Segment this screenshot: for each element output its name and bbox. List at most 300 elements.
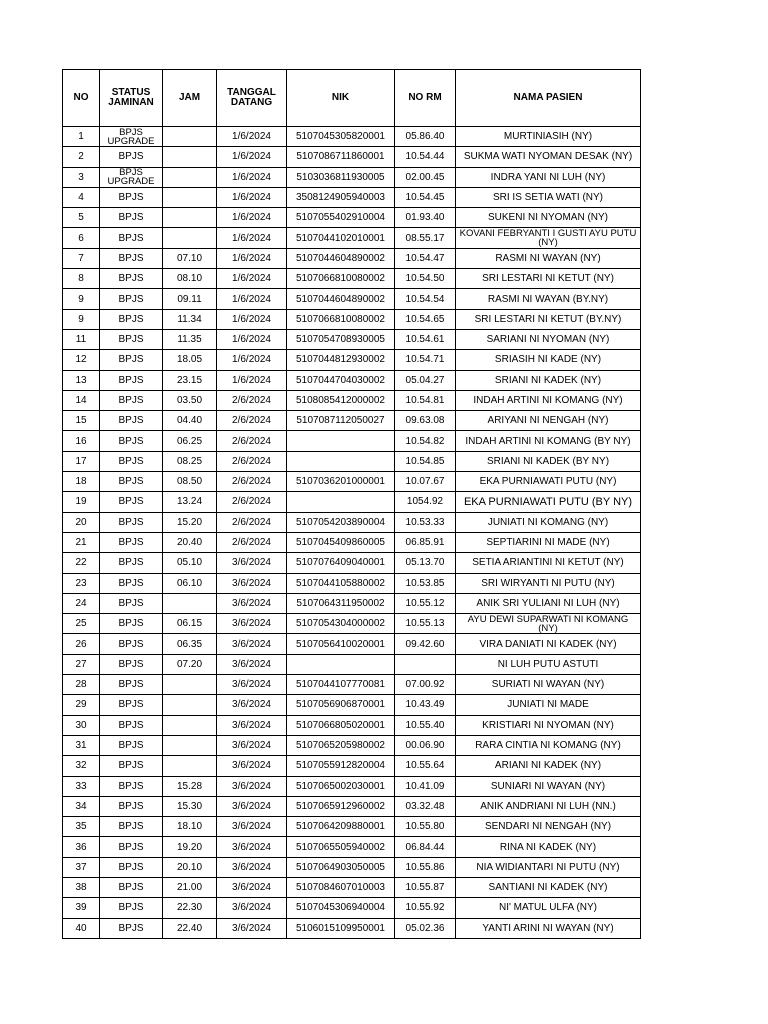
cell-no: 20 — [63, 512, 100, 532]
cell-tanggal-datang: 2/6/2024 — [217, 472, 287, 492]
table-row — [63, 472, 641, 492]
cell-nama-pasien: SUKMA WATI NYOMAN DESAK (NY) — [456, 147, 641, 167]
cell-status-jaminan: BPJS — [100, 228, 163, 248]
cell-status-jaminan: BPJS — [100, 695, 163, 715]
header-jam: JAM — [163, 70, 217, 127]
cell-nama-pasien: JUNIATI NI MADE — [456, 695, 641, 715]
cell-tanggal-datang: 1/6/2024 — [217, 127, 287, 147]
cell-tanggal-datang: 3/6/2024 — [217, 735, 287, 755]
table-row — [63, 532, 641, 552]
cell-status-jaminan: BPJS — [100, 715, 163, 735]
cell-status-jaminan: BPJS — [100, 675, 163, 695]
cell-nama-pasien: INDAH ARTINI NI KOMANG (NY) — [456, 390, 641, 410]
cell-jam — [163, 228, 217, 248]
cell-tanggal-datang: 3/6/2024 — [217, 776, 287, 796]
cell-tanggal-datang: 3/6/2024 — [217, 837, 287, 857]
table-row — [63, 553, 641, 573]
cell-status-jaminan: BPJS UPGRADE — [100, 127, 163, 147]
cell-nik — [287, 654, 395, 674]
cell-jam — [163, 695, 217, 715]
cell-status-jaminan: BPJS — [100, 573, 163, 593]
cell-no-rm: 10.55.12 — [395, 593, 456, 613]
cell-nik: 5107045306940004 — [287, 898, 395, 918]
cell-tanggal-datang: 2/6/2024 — [217, 512, 287, 532]
table-row — [63, 208, 641, 228]
cell-nama-pasien: YANTI ARINI NI WAYAN (NY) — [456, 918, 641, 938]
cell-no: 2 — [63, 147, 100, 167]
cell-nik — [287, 492, 395, 512]
cell-no: 31 — [63, 735, 100, 755]
cell-no-rm: 10.41.09 — [395, 776, 456, 796]
table-row — [63, 817, 641, 837]
cell-status-jaminan: BPJS — [100, 776, 163, 796]
cell-no-rm: 03.32.48 — [395, 796, 456, 816]
cell-jam: 15.28 — [163, 776, 217, 796]
cell-no: 23 — [63, 573, 100, 593]
cell-nama-pasien: NIA WIDIANTARI NI PUTU (NY) — [456, 857, 641, 877]
cell-nik: 5107064209880001 — [287, 817, 395, 837]
cell-no: 13 — [63, 370, 100, 390]
table-body — [63, 127, 641, 939]
header-nik: NIK — [287, 70, 395, 127]
cell-no-rm: 10.54.54 — [395, 289, 456, 309]
cell-no: 17 — [63, 451, 100, 471]
table-row — [63, 411, 641, 431]
cell-jam: 08.25 — [163, 451, 217, 471]
cell-tanggal-datang: 2/6/2024 — [217, 451, 287, 471]
cell-nik: 5107087112050027 — [287, 411, 395, 431]
cell-nik: 5107065205980002 — [287, 735, 395, 755]
cell-nama-pasien: SRI LESTARI NI KETUT (NY) — [456, 269, 641, 289]
cell-tanggal-datang: 3/6/2024 — [217, 857, 287, 877]
header-no-rm: NO RM — [395, 70, 456, 127]
cell-no: 6 — [63, 228, 100, 248]
cell-status-jaminan: BPJS — [100, 898, 163, 918]
cell-nik — [287, 451, 395, 471]
table-row — [63, 695, 641, 715]
cell-nik: 5107044704030002 — [287, 370, 395, 390]
cell-no-rm: 05.13.70 — [395, 553, 456, 573]
cell-tanggal-datang: 1/6/2024 — [217, 228, 287, 248]
cell-jam: 22.40 — [163, 918, 217, 938]
cell-status-jaminan: BPJS — [100, 431, 163, 451]
cell-jam — [163, 187, 217, 207]
cell-tanggal-datang: 1/6/2024 — [217, 289, 287, 309]
cell-no-rm: 10.54.45 — [395, 187, 456, 207]
cell-nik: 5107056906870001 — [287, 695, 395, 715]
cell-nik: 5107054708930005 — [287, 329, 395, 349]
cell-nik: 5107045409860005 — [287, 532, 395, 552]
cell-tanggal-datang: 1/6/2024 — [217, 350, 287, 370]
table-row — [63, 756, 641, 776]
table-row — [63, 735, 641, 755]
cell-nama-pasien: RASMI NI WAYAN (BY.NY) — [456, 289, 641, 309]
cell-no-rm: 10.54.82 — [395, 431, 456, 451]
table-row — [63, 675, 641, 695]
cell-nama-pasien: ANIK ANDRIANI NI LUH (NN.) — [456, 796, 641, 816]
cell-jam: 11.34 — [163, 309, 217, 329]
cell-status-jaminan: BPJS — [100, 472, 163, 492]
cell-nik: 5107044107770081 — [287, 675, 395, 695]
cell-no: 26 — [63, 634, 100, 654]
cell-nik: 5107066810080002 — [287, 269, 395, 289]
cell-nik: 3508124905940003 — [287, 187, 395, 207]
cell-no: 11 — [63, 329, 100, 349]
cell-no: 36 — [63, 837, 100, 857]
cell-tanggal-datang: 1/6/2024 — [217, 167, 287, 187]
table-row — [63, 309, 641, 329]
cell-tanggal-datang: 2/6/2024 — [217, 431, 287, 451]
cell-tanggal-datang: 3/6/2024 — [217, 614, 287, 634]
cell-tanggal-datang: 1/6/2024 — [217, 269, 287, 289]
table-row — [63, 390, 641, 410]
cell-no-rm: 10.54.65 — [395, 309, 456, 329]
cell-status-jaminan: BPJS — [100, 837, 163, 857]
cell-nama-pasien: AYU DEWI SUPARWATI NI KOMANG (NY) — [456, 614, 641, 634]
cell-no-rm: 10.53.33 — [395, 512, 456, 532]
cell-jam — [163, 127, 217, 147]
cell-nama-pasien: SRIASIH NI KADE (NY) — [456, 350, 641, 370]
cell-status-jaminan: BPJS — [100, 553, 163, 573]
cell-no-rm: 05.02.36 — [395, 918, 456, 938]
cell-tanggal-datang: 2/6/2024 — [217, 532, 287, 552]
cell-jam: 05.10 — [163, 553, 217, 573]
cell-jam — [163, 147, 217, 167]
patient-table — [62, 69, 641, 939]
table-row — [63, 187, 641, 207]
cell-tanggal-datang: 2/6/2024 — [217, 390, 287, 410]
cell-jam: 06.35 — [163, 634, 217, 654]
cell-jam — [163, 735, 217, 755]
cell-jam: 15.30 — [163, 796, 217, 816]
cell-status-jaminan: BPJS — [100, 248, 163, 268]
cell-no-rm: 10.55.40 — [395, 715, 456, 735]
cell-nama-pasien: SRIANI NI KADEK (BY NY) — [456, 451, 641, 471]
cell-nama-pasien: ARIYANI NI NENGAH (NY) — [456, 411, 641, 431]
cell-no-rm: 00.06.90 — [395, 735, 456, 755]
cell-status-jaminan: BPJS UPGRADE — [100, 167, 163, 187]
cell-no-rm: 10.54.44 — [395, 147, 456, 167]
table-row — [63, 796, 641, 816]
cell-nik: 5107036201000001 — [287, 472, 395, 492]
cell-status-jaminan: BPJS — [100, 614, 163, 634]
cell-nama-pasien: JUNIATI NI KOMANG (NY) — [456, 512, 641, 532]
cell-no-rm: 07.00.92 — [395, 675, 456, 695]
cell-status-jaminan: BPJS — [100, 492, 163, 512]
cell-tanggal-datang: 1/6/2024 — [217, 248, 287, 268]
cell-tanggal-datang: 3/6/2024 — [217, 553, 287, 573]
cell-jam: 22.30 — [163, 898, 217, 918]
table-row — [63, 147, 641, 167]
cell-no-rm: 10.54.85 — [395, 451, 456, 471]
cell-status-jaminan: BPJS — [100, 756, 163, 776]
cell-jam: 23.15 — [163, 370, 217, 390]
cell-nama-pasien: EKA PURNIAWATI PUTU (NY) — [456, 472, 641, 492]
cell-no: 29 — [63, 695, 100, 715]
cell-nama-pasien: SRIANI NI KADEK (NY) — [456, 370, 641, 390]
cell-nama-pasien: ARIANI NI KADEK (NY) — [456, 756, 641, 776]
cell-jam: 13.24 — [163, 492, 217, 512]
cell-tanggal-datang: 1/6/2024 — [217, 208, 287, 228]
cell-jam: 07.20 — [163, 654, 217, 674]
cell-nik: 5107045305820001 — [287, 127, 395, 147]
cell-no: 24 — [63, 593, 100, 613]
cell-nik: 5107044102010001 — [287, 228, 395, 248]
cell-no: 4 — [63, 187, 100, 207]
cell-nama-pasien: KOVANI FEBRYANTI I GUSTI AYU PUTU (NY) — [456, 228, 641, 248]
cell-no: 25 — [63, 614, 100, 634]
cell-no: 18 — [63, 472, 100, 492]
cell-no: 37 — [63, 857, 100, 877]
cell-jam: 18.10 — [163, 817, 217, 837]
table-row — [63, 350, 641, 370]
cell-tanggal-datang: 2/6/2024 — [217, 492, 287, 512]
cell-status-jaminan: BPJS — [100, 451, 163, 471]
cell-nama-pasien: KRISTIARI NI NYOMAN (NY) — [456, 715, 641, 735]
cell-no: 3 — [63, 167, 100, 187]
cell-tanggal-datang: 3/6/2024 — [217, 918, 287, 938]
cell-no-rm: 05.04.27 — [395, 370, 456, 390]
cell-status-jaminan: BPJS — [100, 796, 163, 816]
cell-nik: 5107065912960002 — [287, 796, 395, 816]
cell-nik: 5107044604890002 — [287, 289, 395, 309]
table-row — [63, 654, 641, 674]
cell-nik: 5107055402910004 — [287, 208, 395, 228]
cell-jam: 20.40 — [163, 532, 217, 552]
cell-nama-pasien: NI LUH PUTU ASTUTI — [456, 654, 641, 674]
cell-jam: 19.20 — [163, 837, 217, 857]
cell-no-rm: 09.63.08 — [395, 411, 456, 431]
table-row — [63, 715, 641, 735]
cell-jam — [163, 167, 217, 187]
cell-jam: 11.35 — [163, 329, 217, 349]
cell-nama-pasien: SURIATI NI WAYAN (NY) — [456, 675, 641, 695]
cell-no-rm: 10.54.71 — [395, 350, 456, 370]
cell-no-rm: 05.86.40 — [395, 127, 456, 147]
cell-no-rm: 10.55.64 — [395, 756, 456, 776]
cell-nama-pasien: RARA CINTIA NI KOMANG (NY) — [456, 735, 641, 755]
cell-tanggal-datang: 3/6/2024 — [217, 654, 287, 674]
cell-nama-pasien: SUNIARI NI WAYAN (NY) — [456, 776, 641, 796]
cell-no: 7 — [63, 248, 100, 268]
cell-no: 1 — [63, 127, 100, 147]
cell-status-jaminan: BPJS — [100, 634, 163, 654]
cell-no-rm: 1054.92 — [395, 492, 456, 512]
table-row — [63, 614, 641, 634]
cell-status-jaminan: BPJS — [100, 350, 163, 370]
table-row — [63, 512, 641, 532]
cell-tanggal-datang: 3/6/2024 — [217, 817, 287, 837]
cell-status-jaminan: BPJS — [100, 309, 163, 329]
cell-no-rm: 10.55.92 — [395, 898, 456, 918]
cell-jam: 08.50 — [163, 472, 217, 492]
cell-tanggal-datang: 1/6/2024 — [217, 309, 287, 329]
cell-jam — [163, 715, 217, 735]
cell-status-jaminan: BPJS — [100, 411, 163, 431]
cell-status-jaminan: BPJS — [100, 512, 163, 532]
table-row — [63, 269, 641, 289]
cell-jam — [163, 756, 217, 776]
cell-nama-pasien: SETIA ARIANTINI NI KETUT (NY) — [456, 553, 641, 573]
cell-nik: 5107064903050005 — [287, 857, 395, 877]
cell-no: 12 — [63, 350, 100, 370]
cell-no-rm: 10.55.13 — [395, 614, 456, 634]
cell-status-jaminan: BPJS — [100, 208, 163, 228]
cell-nama-pasien: SANTIANI NI KADEK (NY) — [456, 877, 641, 897]
table-row — [63, 228, 641, 248]
cell-no: 5 — [63, 208, 100, 228]
table-row — [63, 248, 641, 268]
cell-no-rm: 08.55.17 — [395, 228, 456, 248]
cell-no-rm: 09.42.60 — [395, 634, 456, 654]
cell-no: 40 — [63, 918, 100, 938]
table-row — [63, 329, 641, 349]
cell-tanggal-datang: 1/6/2024 — [217, 147, 287, 167]
cell-nik: 5107054304000002 — [287, 614, 395, 634]
table-row — [63, 593, 641, 613]
table-row — [63, 127, 641, 147]
cell-no-rm: 10.55.80 — [395, 817, 456, 837]
cell-jam: 06.15 — [163, 614, 217, 634]
cell-nama-pasien: SENDARI NI NENGAH (NY) — [456, 817, 641, 837]
cell-nama-pasien: RASMI NI WAYAN (NY) — [456, 248, 641, 268]
cell-nama-pasien: SRI WIRYANTI NI PUTU (NY) — [456, 573, 641, 593]
cell-no: 16 — [63, 431, 100, 451]
cell-tanggal-datang: 3/6/2024 — [217, 695, 287, 715]
header-status-jaminan: STATUS JAMINAN — [100, 70, 163, 127]
table-row — [63, 918, 641, 938]
cell-jam: 20.10 — [163, 857, 217, 877]
cell-tanggal-datang: 3/6/2024 — [217, 675, 287, 695]
cell-nama-pasien: INDRA YANI NI LUH (NY) — [456, 167, 641, 187]
cell-status-jaminan: BPJS — [100, 918, 163, 938]
header-no: NO — [63, 70, 100, 127]
cell-nik: 5107044604890002 — [287, 248, 395, 268]
cell-jam: 04.40 — [163, 411, 217, 431]
cell-tanggal-datang: 3/6/2024 — [217, 593, 287, 613]
cell-no-rm: 10.54.81 — [395, 390, 456, 410]
cell-status-jaminan: BPJS — [100, 532, 163, 552]
cell-no: 9 — [63, 309, 100, 329]
table-row — [63, 451, 641, 471]
cell-nama-pasien: SRI IS SETIA WATI (NY) — [456, 187, 641, 207]
cell-nama-pasien: ANIK SRI YULIANI NI LUH (NY) — [456, 593, 641, 613]
cell-nama-pasien: MURTINIASIH (NY) — [456, 127, 641, 147]
cell-status-jaminan: BPJS — [100, 877, 163, 897]
cell-tanggal-datang: 3/6/2024 — [217, 877, 287, 897]
cell-nik: 5107044105880002 — [287, 573, 395, 593]
cell-tanggal-datang: 2/6/2024 — [217, 411, 287, 431]
cell-tanggal-datang: 3/6/2024 — [217, 796, 287, 816]
cell-no-rm: 10.54.61 — [395, 329, 456, 349]
cell-nik: 5107076409040001 — [287, 553, 395, 573]
cell-nik: 5107066805020001 — [287, 715, 395, 735]
cell-nik: 5107066810080002 — [287, 309, 395, 329]
cell-nik: 5107065505940002 — [287, 837, 395, 857]
table-row — [63, 857, 641, 877]
cell-no: 27 — [63, 654, 100, 674]
cell-jam: 09.11 — [163, 289, 217, 309]
cell-no-rm: 10.43.49 — [395, 695, 456, 715]
cell-no-rm: 10.54.50 — [395, 269, 456, 289]
cell-status-jaminan: BPJS — [100, 857, 163, 877]
cell-nama-pasien: NI' MATUL ULFA (NY) — [456, 898, 641, 918]
cell-nama-pasien: SUKENI NI NYOMAN (NY) — [456, 208, 641, 228]
cell-jam: 03.50 — [163, 390, 217, 410]
cell-jam: 06.10 — [163, 573, 217, 593]
cell-nik: 5107055912820004 — [287, 756, 395, 776]
cell-jam: 15.20 — [163, 512, 217, 532]
cell-no-rm — [395, 654, 456, 674]
header-nama-pasien: NAMA PASIEN — [456, 70, 641, 127]
table-row — [63, 837, 641, 857]
table-row — [63, 898, 641, 918]
cell-no: 32 — [63, 756, 100, 776]
cell-nama-pasien: SEPTIARINI NI MADE (NY) — [456, 532, 641, 552]
cell-no-rm: 06.85.91 — [395, 532, 456, 552]
cell-nik: 5103036811930005 — [287, 167, 395, 187]
cell-tanggal-datang: 1/6/2024 — [217, 370, 287, 390]
table-row — [63, 167, 641, 187]
cell-status-jaminan: BPJS — [100, 147, 163, 167]
cell-no-rm: 10.55.87 — [395, 877, 456, 897]
cell-jam — [163, 593, 217, 613]
cell-jam: 06.25 — [163, 431, 217, 451]
cell-nama-pasien: RINA NI KADEK (NY) — [456, 837, 641, 857]
cell-nama-pasien: VIRA DANIATI NI KADEK (NY) — [456, 634, 641, 654]
cell-jam: 08.10 — [163, 269, 217, 289]
cell-nik: 5106015109950001 — [287, 918, 395, 938]
cell-no: 34 — [63, 796, 100, 816]
cell-no: 14 — [63, 390, 100, 410]
cell-no: 33 — [63, 776, 100, 796]
cell-no: 38 — [63, 877, 100, 897]
cell-status-jaminan: BPJS — [100, 187, 163, 207]
table-row — [63, 877, 641, 897]
cell-nama-pasien: SRI LESTARI NI KETUT (BY.NY) — [456, 309, 641, 329]
table-row — [63, 289, 641, 309]
cell-no-rm: 10.53.85 — [395, 573, 456, 593]
cell-no: 39 — [63, 898, 100, 918]
cell-nik: 5107044812930002 — [287, 350, 395, 370]
cell-no: 19 — [63, 492, 100, 512]
cell-no: 21 — [63, 532, 100, 552]
cell-tanggal-datang: 1/6/2024 — [217, 187, 287, 207]
cell-jam: 21.00 — [163, 877, 217, 897]
cell-nama-pasien: INDAH ARTINI NI KOMANG (BY NY) — [456, 431, 641, 451]
cell-jam: 18.05 — [163, 350, 217, 370]
cell-status-jaminan: BPJS — [100, 370, 163, 390]
cell-status-jaminan: BPJS — [100, 654, 163, 674]
cell-nik: 5107065002030001 — [287, 776, 395, 796]
cell-nik: 5107086711860001 — [287, 147, 395, 167]
table-row — [63, 431, 641, 451]
cell-no-rm: 10.54.47 — [395, 248, 456, 268]
table-row — [63, 634, 641, 654]
cell-tanggal-datang: 3/6/2024 — [217, 756, 287, 776]
cell-nik: 5108085412000002 — [287, 390, 395, 410]
cell-no-rm: 10.07.67 — [395, 472, 456, 492]
cell-no: 35 — [63, 817, 100, 837]
cell-no-rm: 06.84.44 — [395, 837, 456, 857]
cell-no: 15 — [63, 411, 100, 431]
cell-no: 30 — [63, 715, 100, 735]
cell-no: 28 — [63, 675, 100, 695]
header-tanggal-datang: TANGGAL DATANG — [217, 70, 287, 127]
cell-no-rm: 10.55.86 — [395, 857, 456, 877]
cell-nik — [287, 431, 395, 451]
cell-status-jaminan: BPJS — [100, 390, 163, 410]
